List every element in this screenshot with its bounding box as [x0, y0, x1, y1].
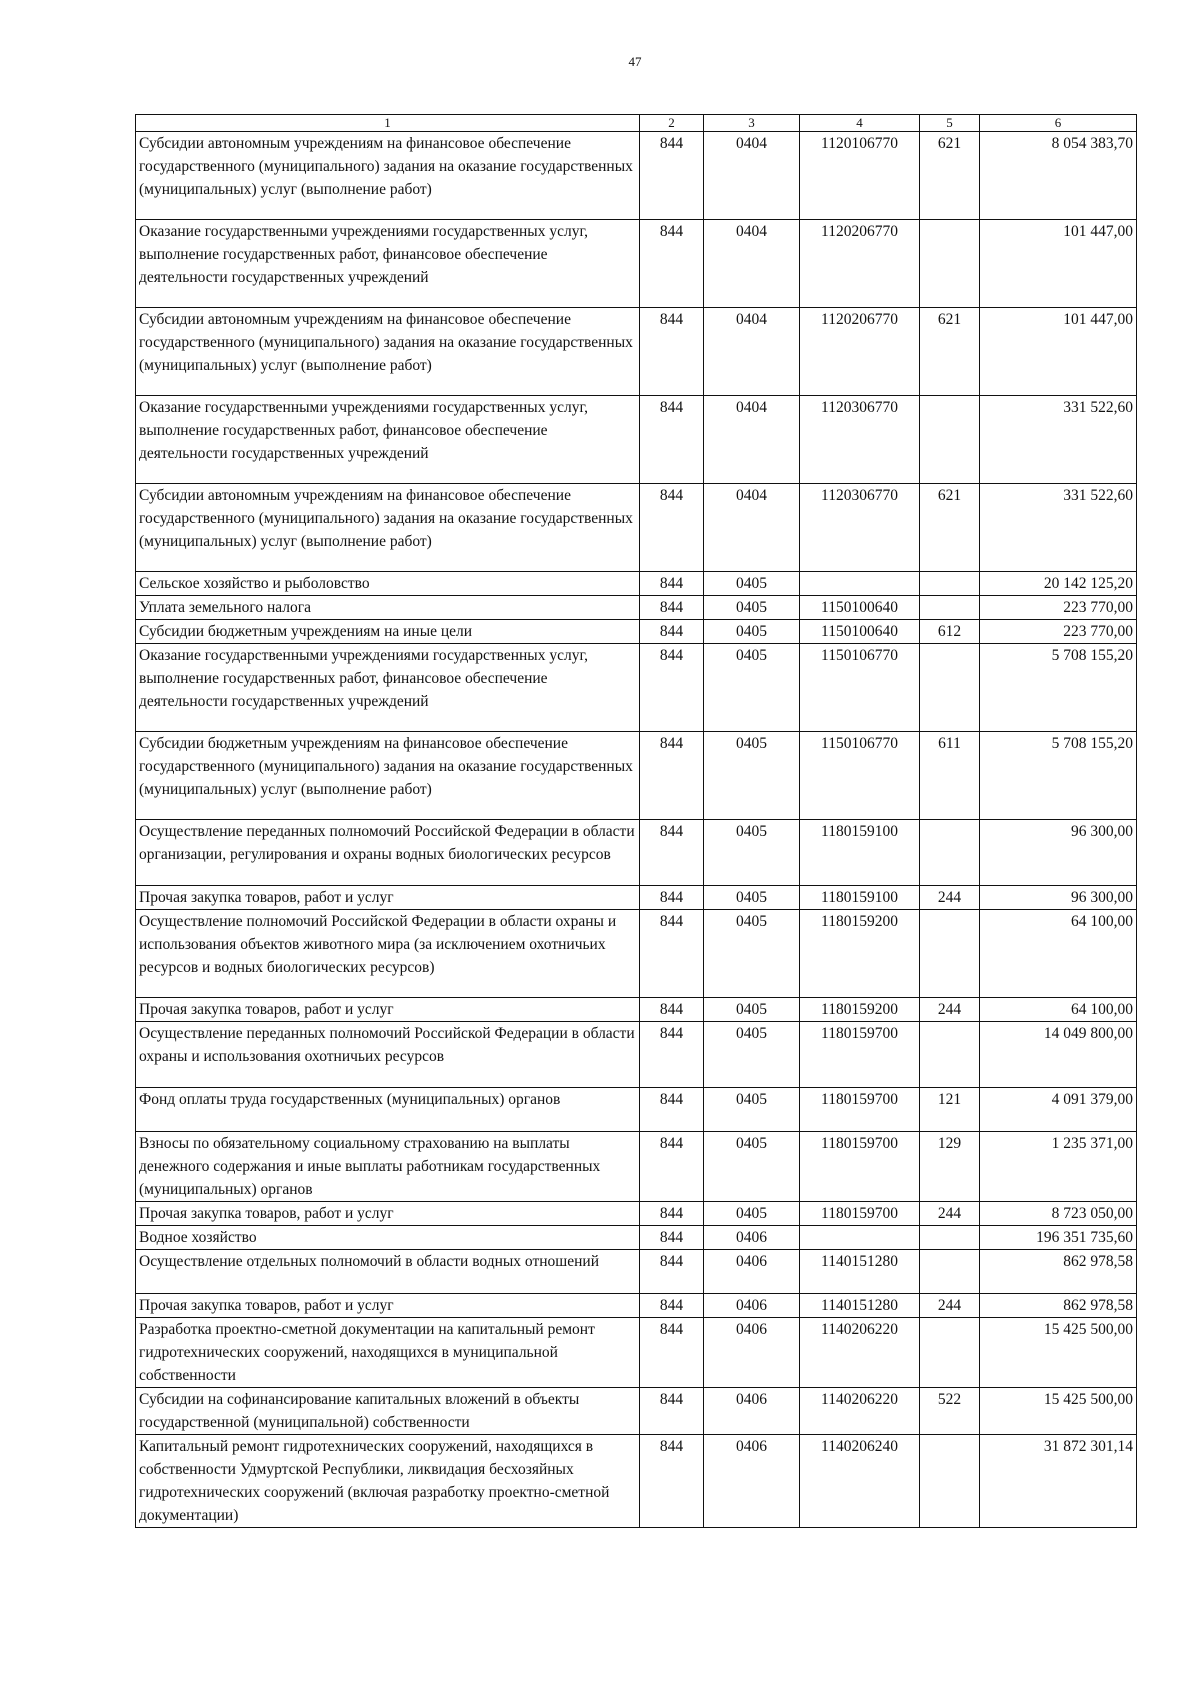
table-row: [136, 732, 1137, 820]
table-row: [136, 484, 1137, 572]
column-header: 2: [640, 115, 704, 132]
row-col5: [920, 1435, 980, 1528]
row-col4: 1180159200: [800, 910, 920, 998]
row-amount: 862 978,58: [980, 1294, 1137, 1318]
row-col3: 0405: [704, 1202, 800, 1226]
table-header-row: [136, 115, 1137, 132]
table-row: [136, 132, 1137, 220]
column-header: 4: [800, 115, 920, 132]
row-col4: 1150106770: [800, 732, 920, 820]
row-col2: 844: [640, 1388, 704, 1435]
row-col4: 1120206770: [800, 308, 920, 396]
row-description: Субсидии автономным учреждениям на финансовое обеспечение государственного (муниципального) задания на оказание государственных (муниципальных) услуг (выполнение работ): [136, 132, 640, 220]
row-col3: 0405: [704, 820, 800, 886]
row-col4: 1150100640: [800, 596, 920, 620]
row-description: Разработка проектно-сметной документации на капитальный ремонт гидротехнических сооружений, находящихся в муниципальной собственности: [136, 1318, 640, 1388]
row-description: Прочая закупка товаров, работ и услуг: [136, 1294, 640, 1318]
row-col4: 1180159700: [800, 1022, 920, 1088]
row-col5: [920, 910, 980, 998]
row-col5: [920, 596, 980, 620]
row-col4: 1140151280: [800, 1250, 920, 1294]
row-col2: 844: [640, 732, 704, 820]
table-row: [136, 998, 1137, 1022]
row-col5: 121: [920, 1088, 980, 1132]
row-col4: 1180159700: [800, 1132, 920, 1202]
row-col4: 1140206220: [800, 1318, 920, 1388]
row-description: Субсидии автономным учреждениям на финансовое обеспечение государственного (муниципального) задания на оказание государственных (муниципальных) услуг (выполнение работ): [136, 484, 640, 572]
row-col5: [920, 1022, 980, 1088]
row-col3: 0404: [704, 484, 800, 572]
row-description: Прочая закупка товаров, работ и услуг: [136, 886, 640, 910]
row-col4: [800, 1226, 920, 1250]
column-header: 5: [920, 115, 980, 132]
row-col5: 612: [920, 620, 980, 644]
row-col3: 0406: [704, 1294, 800, 1318]
row-amount: 1 235 371,00: [980, 1132, 1137, 1202]
row-amount: 8 723 050,00: [980, 1202, 1137, 1226]
row-description: Субсидии автономным учреждениям на финансовое обеспечение государственного (муниципального) задания на оказание государственных (муниципальных) услуг (выполнение работ): [136, 308, 640, 396]
row-col5: 621: [920, 308, 980, 396]
row-amount: 223 770,00: [980, 620, 1137, 644]
row-col2: 844: [640, 1022, 704, 1088]
row-col3: 0405: [704, 732, 800, 820]
row-col3: 0406: [704, 1388, 800, 1435]
row-col3: 0404: [704, 220, 800, 308]
row-col4: 1180159100: [800, 820, 920, 886]
row-col2: 844: [640, 1088, 704, 1132]
row-amount: 96 300,00: [980, 820, 1137, 886]
row-col2: 844: [640, 1318, 704, 1388]
row-amount: 15 425 500,00: [980, 1388, 1137, 1435]
row-col4: 1120106770: [800, 132, 920, 220]
row-col5: [920, 572, 980, 596]
table-row: [136, 1226, 1137, 1250]
row-col4: 1120306770: [800, 396, 920, 484]
row-amount: 31 872 301,14: [980, 1435, 1137, 1528]
row-col2: 844: [640, 1202, 704, 1226]
row-col2: 844: [640, 220, 704, 308]
row-col5: [920, 1226, 980, 1250]
row-col2: 844: [640, 572, 704, 596]
row-amount: 64 100,00: [980, 998, 1137, 1022]
row-col3: 0405: [704, 998, 800, 1022]
row-col4: [800, 572, 920, 596]
row-col5: 244: [920, 1294, 980, 1318]
row-description: Сельское хозяйство и рыболовство: [136, 572, 640, 596]
row-col3: 0405: [704, 1088, 800, 1132]
table-row: [136, 1435, 1137, 1528]
table-row: [136, 396, 1137, 484]
row-col3: 0405: [704, 1022, 800, 1088]
row-description: Прочая закупка товаров, работ и услуг: [136, 1202, 640, 1226]
row-description: Осуществление переданных полномочий Российской Федерации в области охраны и использования охотничьих ресурсов: [136, 1022, 640, 1088]
row-amount: 5 708 155,20: [980, 732, 1137, 820]
row-amount: 331 522,60: [980, 484, 1137, 572]
row-col2: 844: [640, 1226, 704, 1250]
row-col3: 0405: [704, 910, 800, 998]
table-row: [136, 1022, 1137, 1088]
row-col4: 1140151280: [800, 1294, 920, 1318]
row-col3: 0405: [704, 620, 800, 644]
row-col2: 844: [640, 596, 704, 620]
row-col5: 621: [920, 484, 980, 572]
row-description: Субсидии на софинансирование капитальных вложений в объекты государственной (муниципальной) собственности: [136, 1388, 640, 1435]
row-col4: 1140206220: [800, 1388, 920, 1435]
row-col2: 844: [640, 132, 704, 220]
table-row: [136, 1202, 1137, 1226]
row-col3: 0404: [704, 308, 800, 396]
row-col5: [920, 1318, 980, 1388]
row-col2: 844: [640, 1435, 704, 1528]
row-description: Оказание государственными учреждениями государственных услуг, выполнение государственных работ, финансовое обеспечение деятельности государственных учреждений: [136, 396, 640, 484]
row-col3: 0405: [704, 596, 800, 620]
table-row: [136, 1388, 1137, 1435]
column-header: 3: [704, 115, 800, 132]
row-description: Фонд оплаты труда государственных (муниципальных) органов: [136, 1088, 640, 1132]
row-col2: 844: [640, 1132, 704, 1202]
row-description: Взносы по обязательному социальному страхованию на выплаты денежного содержания и иные выплаты работникам государственных (муниципальных) органов: [136, 1132, 640, 1202]
row-col2: 844: [640, 396, 704, 484]
row-col3: 0405: [704, 1132, 800, 1202]
row-description: Капитальный ремонт гидротехнических сооружений, находящихся в собственности Удмуртской Республики, ликвидация бесхозяйных гидротехнических сооружений (включая разработку проектно-сметной документации): [136, 1435, 640, 1528]
row-col2: 844: [640, 998, 704, 1022]
table-row: [136, 220, 1137, 308]
row-col3: 0405: [704, 886, 800, 910]
table-row: [136, 820, 1137, 886]
row-col5: [920, 220, 980, 308]
table-row: [136, 596, 1137, 620]
row-description: Осуществление полномочий Российской Федерации в области охраны и использования объектов животного мира (за исключением охотничьих ресурсов и водных биологических ресурсов): [136, 910, 640, 998]
row-col4: 1150106770: [800, 644, 920, 732]
table-row: [136, 1294, 1137, 1318]
row-amount: 5 708 155,20: [980, 644, 1137, 732]
row-amount: 20 142 125,20: [980, 572, 1137, 596]
row-col5: 244: [920, 886, 980, 910]
row-col5: 611: [920, 732, 980, 820]
table-row: [136, 644, 1137, 732]
table-body: [136, 132, 1137, 1528]
table-row: [136, 886, 1137, 910]
row-amount: 64 100,00: [980, 910, 1137, 998]
row-amount: 862 978,58: [980, 1250, 1137, 1294]
row-col5: 244: [920, 1202, 980, 1226]
column-header: 1: [136, 115, 640, 132]
row-col5: 522: [920, 1388, 980, 1435]
row-col2: 844: [640, 308, 704, 396]
row-col5: 244: [920, 998, 980, 1022]
row-amount: 96 300,00: [980, 886, 1137, 910]
row-col2: 844: [640, 820, 704, 886]
row-col2: 844: [640, 644, 704, 732]
page-number: 47: [628, 54, 642, 69]
row-col2: 844: [640, 910, 704, 998]
row-description: Субсидии бюджетным учреждениям на иные цели: [136, 620, 640, 644]
row-amount: 223 770,00: [980, 596, 1137, 620]
row-col3: 0406: [704, 1318, 800, 1388]
row-amount: 15 425 500,00: [980, 1318, 1137, 1388]
table-row: [136, 1132, 1137, 1202]
row-amount: 196 351 735,60: [980, 1226, 1137, 1250]
row-description: Оказание государственными учреждениями государственных услуг, выполнение государственных работ, финансовое обеспечение деятельности государственных учреждений: [136, 220, 640, 308]
row-col4: 1120206770: [800, 220, 920, 308]
row-description: Осуществление отдельных полномочий в области водных отношений: [136, 1250, 640, 1294]
row-col4: 1180159700: [800, 1202, 920, 1226]
row-col3: 0405: [704, 644, 800, 732]
row-col5: [920, 820, 980, 886]
row-amount: 101 447,00: [980, 220, 1137, 308]
row-col2: 844: [640, 1250, 704, 1294]
row-col4: 1180159100: [800, 886, 920, 910]
table-row: [136, 308, 1137, 396]
row-col2: 844: [640, 886, 704, 910]
row-amount: 14 049 800,00: [980, 1022, 1137, 1088]
table-row: [136, 1250, 1137, 1294]
row-col3: 0404: [704, 132, 800, 220]
table-row: [136, 1318, 1137, 1388]
table-row: [136, 620, 1137, 644]
row-col2: 844: [640, 1294, 704, 1318]
row-col3: 0406: [704, 1250, 800, 1294]
row-amount: 4 091 379,00: [980, 1088, 1137, 1132]
column-header: 6: [980, 115, 1137, 132]
row-col3: 0406: [704, 1435, 800, 1528]
row-description: Водное хозяйство: [136, 1226, 640, 1250]
row-description: Оказание государственными учреждениями государственных услуг, выполнение государственных работ, финансовое обеспечение деятельности государственных учреждений: [136, 644, 640, 732]
row-col3: 0405: [704, 572, 800, 596]
row-col4: 1140206240: [800, 1435, 920, 1528]
row-amount: 8 054 383,70: [980, 132, 1137, 220]
row-col2: 844: [640, 484, 704, 572]
row-col5: [920, 1250, 980, 1294]
budget-table: [135, 114, 1137, 1528]
row-col3: 0404: [704, 396, 800, 484]
table-row: [136, 1088, 1137, 1132]
row-col5: 621: [920, 132, 980, 220]
row-col5: 129: [920, 1132, 980, 1202]
row-description: Уплата земельного налога: [136, 596, 640, 620]
row-description: Осуществление переданных полномочий Российской Федерации в области организации, регулирования и охраны водных биологических ресурсов: [136, 820, 640, 886]
row-col4: 1120306770: [800, 484, 920, 572]
row-col2: 844: [640, 620, 704, 644]
row-col5: [920, 396, 980, 484]
row-amount: 331 522,60: [980, 396, 1137, 484]
table-row: [136, 572, 1137, 596]
row-description: Прочая закупка товаров, работ и услуг: [136, 998, 640, 1022]
row-col3: 0406: [704, 1226, 800, 1250]
row-col4: 1180159700: [800, 1088, 920, 1132]
table-row: [136, 910, 1137, 998]
row-description: Субсидии бюджетным учреждениям на финансовое обеспечение государственного (муниципального) задания на оказание государственных (муниципальных) услуг (выполнение работ): [136, 732, 640, 820]
row-amount: 101 447,00: [980, 308, 1137, 396]
row-col5: [920, 644, 980, 732]
row-col4: 1180159200: [800, 998, 920, 1022]
row-col4: 1150100640: [800, 620, 920, 644]
